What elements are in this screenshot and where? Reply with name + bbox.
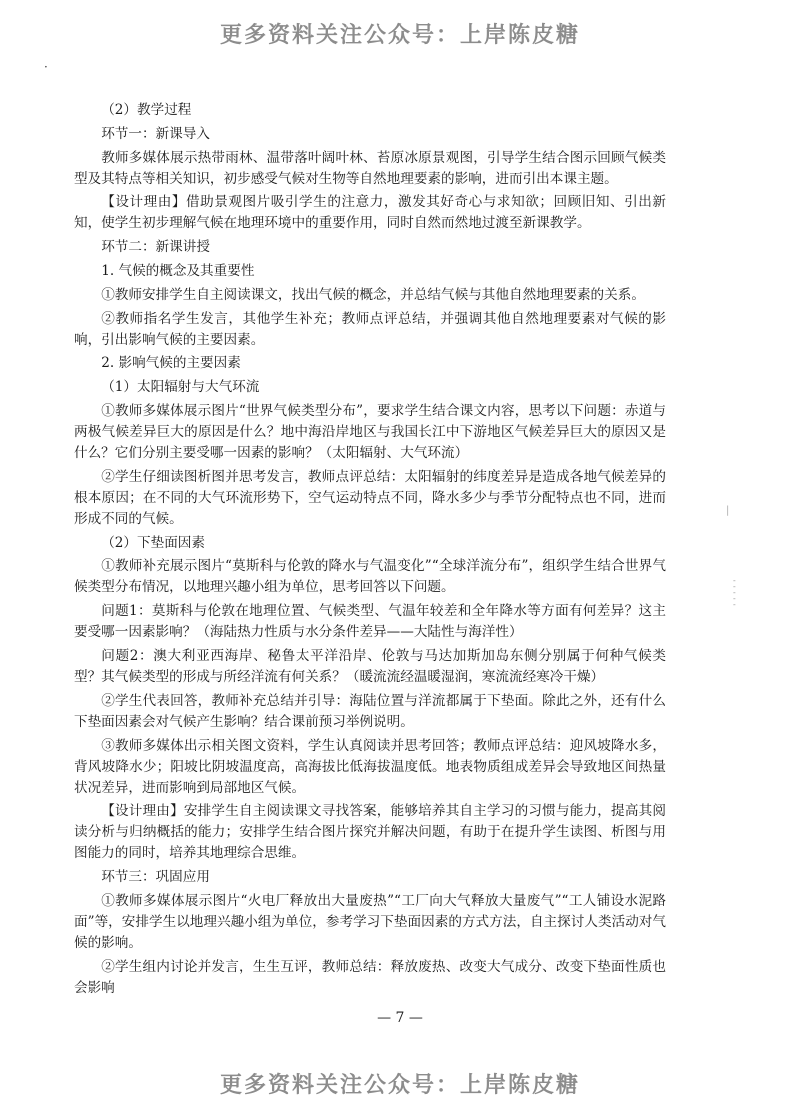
margin-tick-mark: |	[726, 505, 730, 516]
paragraph: ①教师多媒体展示图片“火电厂释放出大量废热”“工厂向大气释放大量废气”“工人铺设水泥路面”等，安排学生以地理兴趣小组为单位，参考学习下垫面因素的方式方法，自主探讨人类活动对气候的影响。	[74, 892, 666, 951]
question-paragraph: 问题1：莫斯科与伦敦在地理位置、气候类型、气温年较差和全年降水等方面有何差异？这主要受哪一因素影响？（海陆热力性质与水分条件差异——大陆性与海洋性）	[74, 603, 666, 641]
scan-artifact-mark: ·	[44, 60, 48, 74]
section-heading: （2）教学过程	[101, 102, 192, 118]
design-rationale: 【设计理由】借助景观图片吸引学生的注意力，激发其好奇心与求知欲；回顾旧知、引出新知，使学生初步理解气候在地理环境中的重要作用，同时自然而然地过渡至新课教学。	[74, 194, 666, 232]
paragraph: ②学生组内讨论并发言，生生互评，教师总结：释放废热、改变大气成分、改变下垫面性质也会影响	[74, 958, 666, 996]
page-number: — 7 —	[377, 1010, 423, 1026]
stage-heading: 环节一：新课导入	[101, 125, 210, 142]
margin-dashes-mark: - - - - -	[733, 576, 736, 609]
paragraph: ②教师指名学生发言，其他学生补充；教师点评总结，并强调其他自然地理要素对气候的影响，引出影响气候的主要因素。	[74, 310, 666, 348]
subsection-heading: 1. 气候的概念及其重要性	[101, 262, 255, 279]
watermark-top: 更多资料关注公众号：上岸陈皮糖	[219, 23, 580, 48]
stage-heading: 环节二：新课讲授	[101, 239, 210, 256]
design-rationale: 【设计理由】安排学生自主阅读课文寻找答案，能够培养其自主学习的习惯与能力，提高其阅读分析与归纳概括的能力；安排学生结合图片探究并解决问题，有助于在提升学生读图、析图与用图能力的同时，培养其地理综合思维。	[74, 803, 666, 862]
document-body	[74, 100, 666, 1002]
subsection-heading: （1）太阳辐射与大气环流	[101, 379, 260, 396]
paragraph: ①教师补充展示图片“莫斯科与伦敦的降水与气温变化”“全球洋流分布”，组织学生结合世界气候类型分布情况，以地理兴趣小组为单位，思考回答以下问题。	[74, 558, 666, 596]
paragraph: ①教师多媒体展示图片“世界气候类型分布”，要求学生结合课文内容，思考以下问题：赤道与两极气候差异巨大的原因是什么？地中海沿岸地区与我国长江中下游地区气候差异巨大的原因又是什么？它们分别主要受哪一因素的影响？（太阳辐射、大气环流）	[74, 402, 666, 461]
stage-heading: 环节三：巩固应用	[101, 869, 210, 886]
paragraph: ③教师多媒体出示相关图文资料，学生认真阅读并思考回答；教师点评总结：迎风坡降水多，背风坡降水少；阳坡比阴坡温度高，高海拔比低海拔温度低。地表物质组成差异会导致地区间热量状况差异，进而影响到局部地区气候。	[74, 737, 666, 796]
watermark-bottom: 更多资料关注公众号：上岸陈皮糖	[219, 1073, 580, 1098]
subsection-heading: （2）下垫面因素	[101, 534, 205, 551]
paragraph: ②学生代表回答，教师补充总结并引导：海陆位置与洋流都属于下垫面。除此之外，还有什么下垫面因素会对气候产生影响？结合课前预习举例说明。	[74, 692, 666, 730]
paragraph: 教师多媒体展示热带雨林、温带落叶阔叶林、苔原冰原景观图，引导学生结合图示回顾气候类型及其特点等相关知识，初步感受气候对生物等自然地理要素的影响，进而引出本课主题。	[74, 149, 666, 187]
subsection-heading: 2. 影响气候的主要因素	[101, 355, 241, 372]
paragraph: ①教师安排学生自主阅读课文，找出气候的概念，并总结气候与其他自然地理要素的关系。	[101, 286, 645, 303]
question-paragraph: 问题2：澳大利亚西海岸、秘鲁太平洋沿岸、伦敦与马达加斯加岛东侧分别属于何种气候类型？其气候类型的形成与所经洋流有何关系？（暖流流经温暖湿润，寒流流经寒冷干燥）	[74, 647, 666, 685]
paragraph: ②学生仔细读图析图并思考发言，教师点评总结：太阳辐射的纬度差异是造成各地气候差异的根本原因；在不同的大气环流形势下，空气运动特点不同，降水多少与季节分配特点也不同，进而形成不同的气候。	[74, 468, 666, 527]
